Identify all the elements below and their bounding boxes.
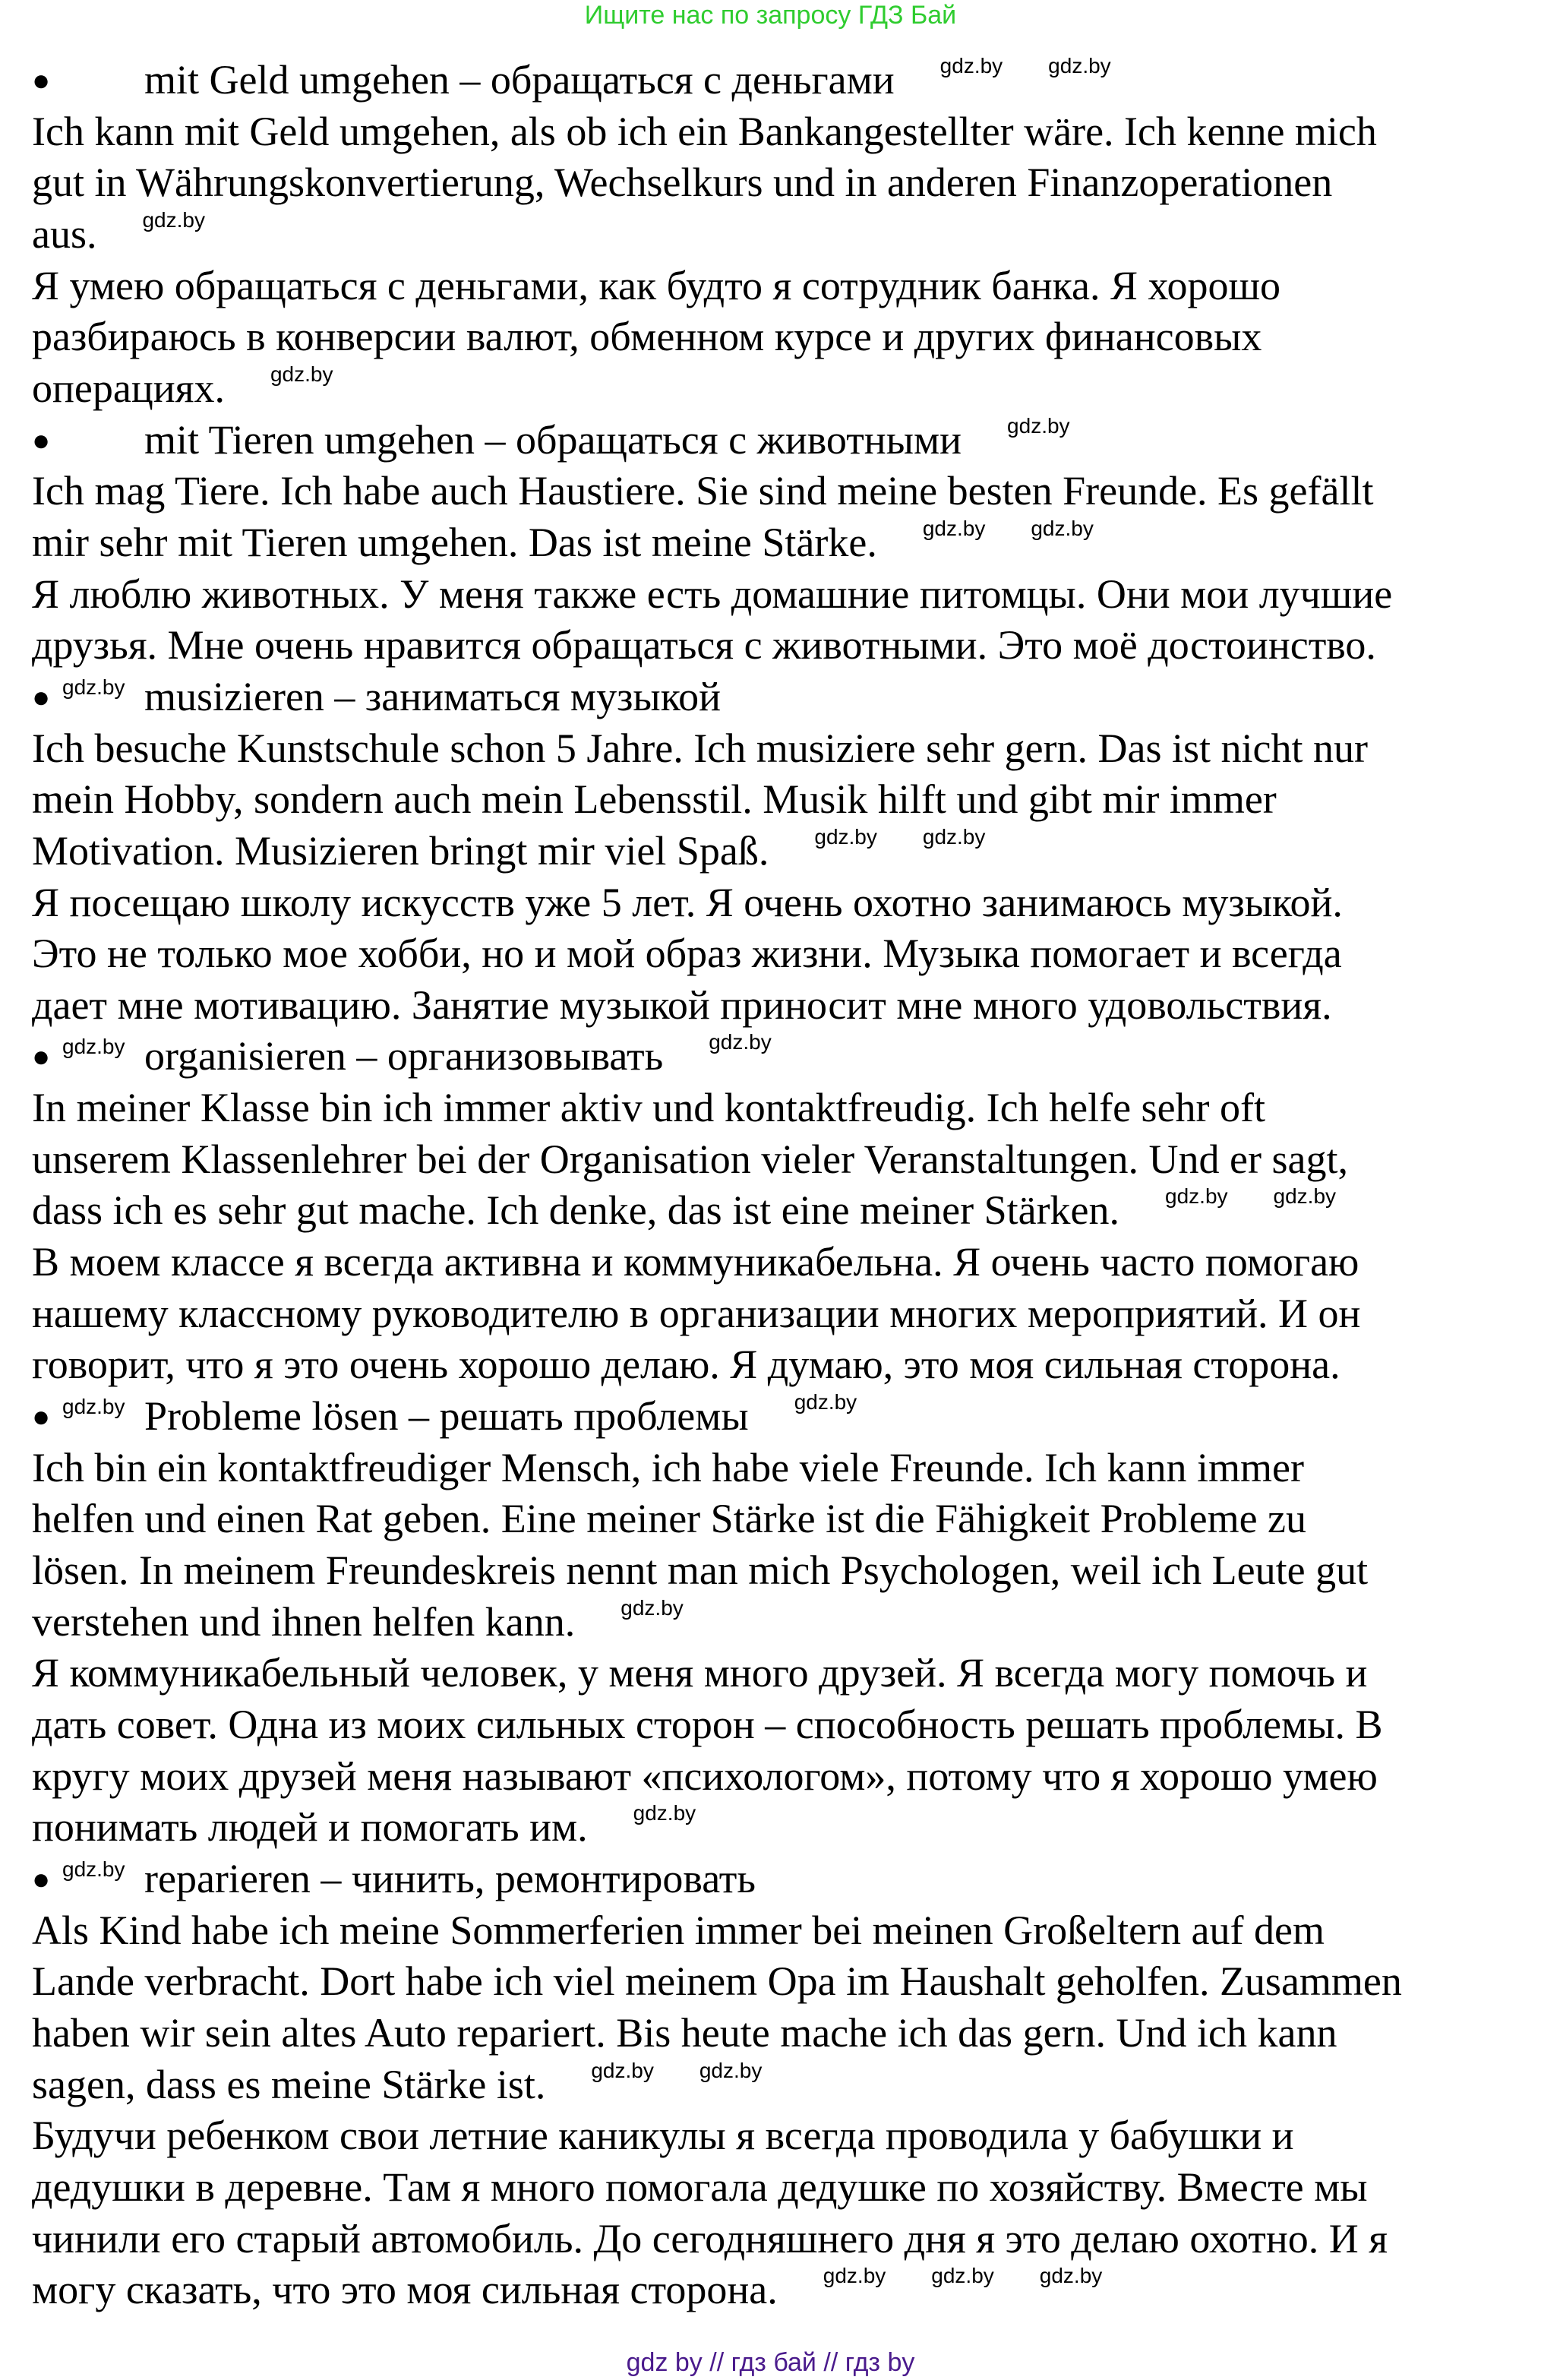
paragraph-line: [32, 1699, 1402, 1751]
footer-links[interactable]: gdz by // гдз бай // гдз by: [626, 2348, 915, 2377]
list-item-heading: [32, 55, 1402, 106]
paragraph-line: [32, 261, 1402, 312]
line-text: aus.: [32, 210, 97, 257]
line-text: Я люблю животных. У меня также есть домашние питомцы. Они мои лучшие: [32, 571, 1393, 617]
watermark-text: gdz.by: [939, 54, 1003, 77]
line-text: Probleme lösen – решать проблемы: [144, 1393, 749, 1440]
watermark-text: gdz.by: [1165, 1184, 1228, 1209]
search-banner: Ищите нас по запросу ГДЗ Бай: [584, 1, 957, 30]
paragraph-line: [32, 1545, 1402, 1597]
line-text: mit Tieren umgehen – обращаться с животными: [144, 416, 962, 463]
line-text: Я умею обращаться с деньгами, как будто я сотрудник банка. Я хорошо: [32, 262, 1281, 308]
paragraph-line: [32, 620, 1402, 672]
paragraph-line: [32, 928, 1402, 980]
line-text: helfen und einen Rat geben. Eine meiner Stärke ist die Fähigkeit Probleme zu: [32, 1496, 1307, 1542]
list-item-heading: [32, 1854, 1402, 1905]
watermark-text: gdz.by: [823, 2264, 886, 2288]
watermark-text: gdz.by: [142, 207, 205, 232]
line-text: mit Geld umgehen – обращаться с деньгами: [144, 57, 895, 103]
list-item-heading: [32, 415, 1402, 466]
bullet-icon: ●: [32, 1399, 51, 1434]
line-text: Будучи ребенком свои летние каникулы я всегда проводила у бабушки и: [32, 2113, 1294, 2159]
paragraph-line: [32, 1339, 1402, 1391]
watermark-text: gdz.by: [1048, 54, 1111, 77]
watermark-text: gdz.by: [814, 824, 877, 849]
line-text: нашему классному руководителю в организации многих мероприятий. И он: [32, 1290, 1361, 1336]
paragraph-line: [32, 1597, 1402, 1648]
paragraph-line: [32, 2110, 1402, 2162]
line-text: В моем классе я всегда активна и коммуникабельна. Я очень часто помогаю: [32, 1239, 1359, 1285]
line-text: Я посещаю школу искусств уже 5 лет. Я очень охотно занимаюсь музыкой.: [32, 879, 1343, 925]
bullet-icon: ●: [32, 679, 51, 714]
paragraph-line: [32, 209, 1402, 261]
line-text: дает мне мотивацию. Занятие музыкой приносит мне много удовольствия.: [32, 981, 1332, 1028]
paragraph-line: [32, 1493, 1402, 1545]
paragraph-line: [32, 363, 1402, 415]
line-text: Als Kind habe ich meine Sommerferien immer bei meinen Großeltern auf dem: [32, 1907, 1325, 1953]
list-item-heading: [32, 1391, 1402, 1443]
watermark-text: gdz.by: [270, 362, 333, 386]
watermark-text: gdz.by: [931, 2264, 994, 2288]
paragraph-line: [32, 2008, 1402, 2059]
line-text: gut in Währungskonvertierung, Wechselkurs und in anderen Finanzoperationen: [32, 160, 1333, 206]
watermark-text: gdz.by: [1273, 1184, 1337, 1209]
line-text: Lande verbracht. Dort habe ich viel meinem Opa im Haushalt geholfen. Zusammen: [32, 1958, 1402, 2005]
bullet-icon: ●: [32, 1861, 51, 1896]
line-text: Я коммуникабельный человек, у меня много друзей. Я всегда могу помочь и: [32, 1650, 1368, 1696]
line-text: mir sehr mit Tieren umgehen. Das ist meine Stärke.: [32, 519, 877, 565]
watermark-text: gdz.by: [62, 675, 125, 699]
line-text: lösen. In meinem Freundeskreis nennt man mich Psychologen, weil ich Leute gut: [32, 1547, 1369, 1594]
line-text: reparieren – чинить, ремонтировать: [144, 1855, 756, 1901]
paragraph-line: [32, 877, 1402, 929]
line-text: кругу моих друзей меня называют «психологом», потому что я хорошо умею: [32, 1753, 1378, 1799]
line-text: разбираюсь в конверсии валют, обменном курсе и других финансовых: [32, 314, 1262, 360]
watermark-text: gdz.by: [621, 1595, 684, 1620]
line-text: говорит, что я это очень хорошо делаю. Я думаю, это моя сильная сторона.: [32, 1342, 1340, 1388]
watermark-text: gdz.by: [1039, 2264, 1103, 2288]
line-text: Ich kann mit Geld umgehen, als ob ich ein Bankangestellter wäre. Ich kenne mich: [32, 108, 1377, 154]
list-item-heading: [32, 672, 1402, 723]
paragraph-line: [32, 157, 1402, 209]
watermark-text: gdz.by: [62, 1857, 125, 1881]
paragraph-line: [32, 2059, 1402, 2111]
paragraph-line: [32, 569, 1402, 621]
line-text: понимать людей и помогать им.: [32, 1804, 588, 1851]
paragraph-line: [32, 1751, 1402, 1803]
paragraph-line: [32, 311, 1402, 363]
paragraph-line: [32, 2162, 1402, 2214]
line-text: Ich besuche Kunstschule schon 5 Jahre. Ich musiziere sehr gern. Das ist nicht nur: [32, 725, 1368, 771]
line-text: Motivation. Musizieren bringt mir viel Spaß.: [32, 827, 769, 874]
paragraph-line: [32, 1185, 1402, 1237]
line-text: musizieren – заниматься музыкой: [144, 673, 722, 719]
paragraph-line: [32, 466, 1402, 517]
line-text: unserem Klassenlehrer bei der Organisation vieler Veranstaltungen. Und er sagt,: [32, 1136, 1348, 1182]
paragraph-line: [32, 774, 1402, 826]
line-text: organisieren – организовывать: [144, 1033, 664, 1079]
paragraph-line: [32, 1905, 1402, 1957]
line-text: In meiner Klasse bin ich immer aktiv und kontaktfreudig. Ich helfe sehr oft: [32, 1085, 1266, 1131]
line-text: могу сказать, что это моя сильная сторона.: [32, 2267, 778, 2313]
line-text: mein Hobby, sondern auch mein Lebensstil. Musik hilft und gibt mir immer: [32, 776, 1277, 823]
line-text: haben wir sein altes Auto repariert. Bis heute mache ich das gern. Und ich kann: [32, 2009, 1337, 2056]
line-text: Ich bin ein kontaktfreudiger Mensch, ich habe viele Freunde. Ich kann immer: [32, 1444, 1304, 1490]
paragraph-line: [32, 1288, 1402, 1340]
paragraph-line: [32, 1083, 1402, 1134]
paragraph-line: [32, 2265, 1402, 2316]
paragraph-line: [32, 2214, 1402, 2265]
line-text: дедушки в деревне. Там я много помогала дедушке по хозяйству. Вместе мы: [32, 2163, 1368, 2210]
paragraph-line: [32, 1956, 1402, 2008]
paragraph-line: [32, 1237, 1402, 1288]
watermark-text: gdz.by: [62, 1035, 125, 1059]
paragraph-line: [32, 980, 1402, 1032]
paragraph-line: [32, 826, 1402, 877]
watermark-text: gdz.by: [633, 1801, 696, 1825]
line-text: операциях.: [32, 365, 225, 411]
line-text: verstehen und ihnen helfen kann.: [32, 1598, 576, 1645]
line-text: Ich mag Tiere. Ich habe auch Haustiere. Sie sind meine besten Freunde. Es gefällt: [32, 468, 1374, 514]
bullet-icon: ●: [32, 1039, 51, 1074]
bullet-icon: ●: [32, 422, 51, 457]
paragraph-line: [32, 106, 1402, 158]
document-body: [32, 55, 1402, 2316]
watermark-text: gdz.by: [62, 1395, 125, 1419]
watermark-text: gdz.by: [1007, 413, 1070, 438]
line-text: sagen, dass es meine Stärke ist.: [32, 2061, 546, 2107]
watermark-text: gdz.by: [709, 1030, 772, 1054]
bullet-icon: ●: [32, 63, 51, 97]
line-text: дать совет. Одна из моих сильных сторон – способность решать проблемы. В: [32, 1702, 1383, 1747]
paragraph-line: [32, 1648, 1402, 1699]
line-text: друзья. Мне очень нравится обращаться с животными. Это моё достоинство.: [32, 622, 1376, 668]
line-text: dass ich es sehr gut mache. Ich denke, das ist eine meiner Stärken.: [32, 1187, 1120, 1234]
watermark-text: gdz.by: [922, 516, 986, 540]
watermark-text: gdz.by: [591, 2058, 654, 2082]
line-text: Это не только мое хобби, но и мой образ жизни. Музыка помогает и всегда: [32, 931, 1342, 977]
list-item-heading: [32, 1031, 1402, 1083]
paragraph-line: [32, 723, 1402, 775]
watermark-text: gdz.by: [699, 2058, 763, 2082]
paragraph-line: [32, 1443, 1402, 1494]
paragraph-line: [32, 1134, 1402, 1186]
paragraph-line: [32, 1802, 1402, 1854]
watermark-text: gdz.by: [922, 824, 986, 849]
line-text: чинили его старый автомобиль. До сегодняшнего дня я это делаю охотно. И я: [32, 2215, 1388, 2261]
watermark-text: gdz.by: [794, 1390, 857, 1414]
watermark-text: gdz.by: [1031, 516, 1094, 540]
paragraph-line: [32, 517, 1402, 569]
